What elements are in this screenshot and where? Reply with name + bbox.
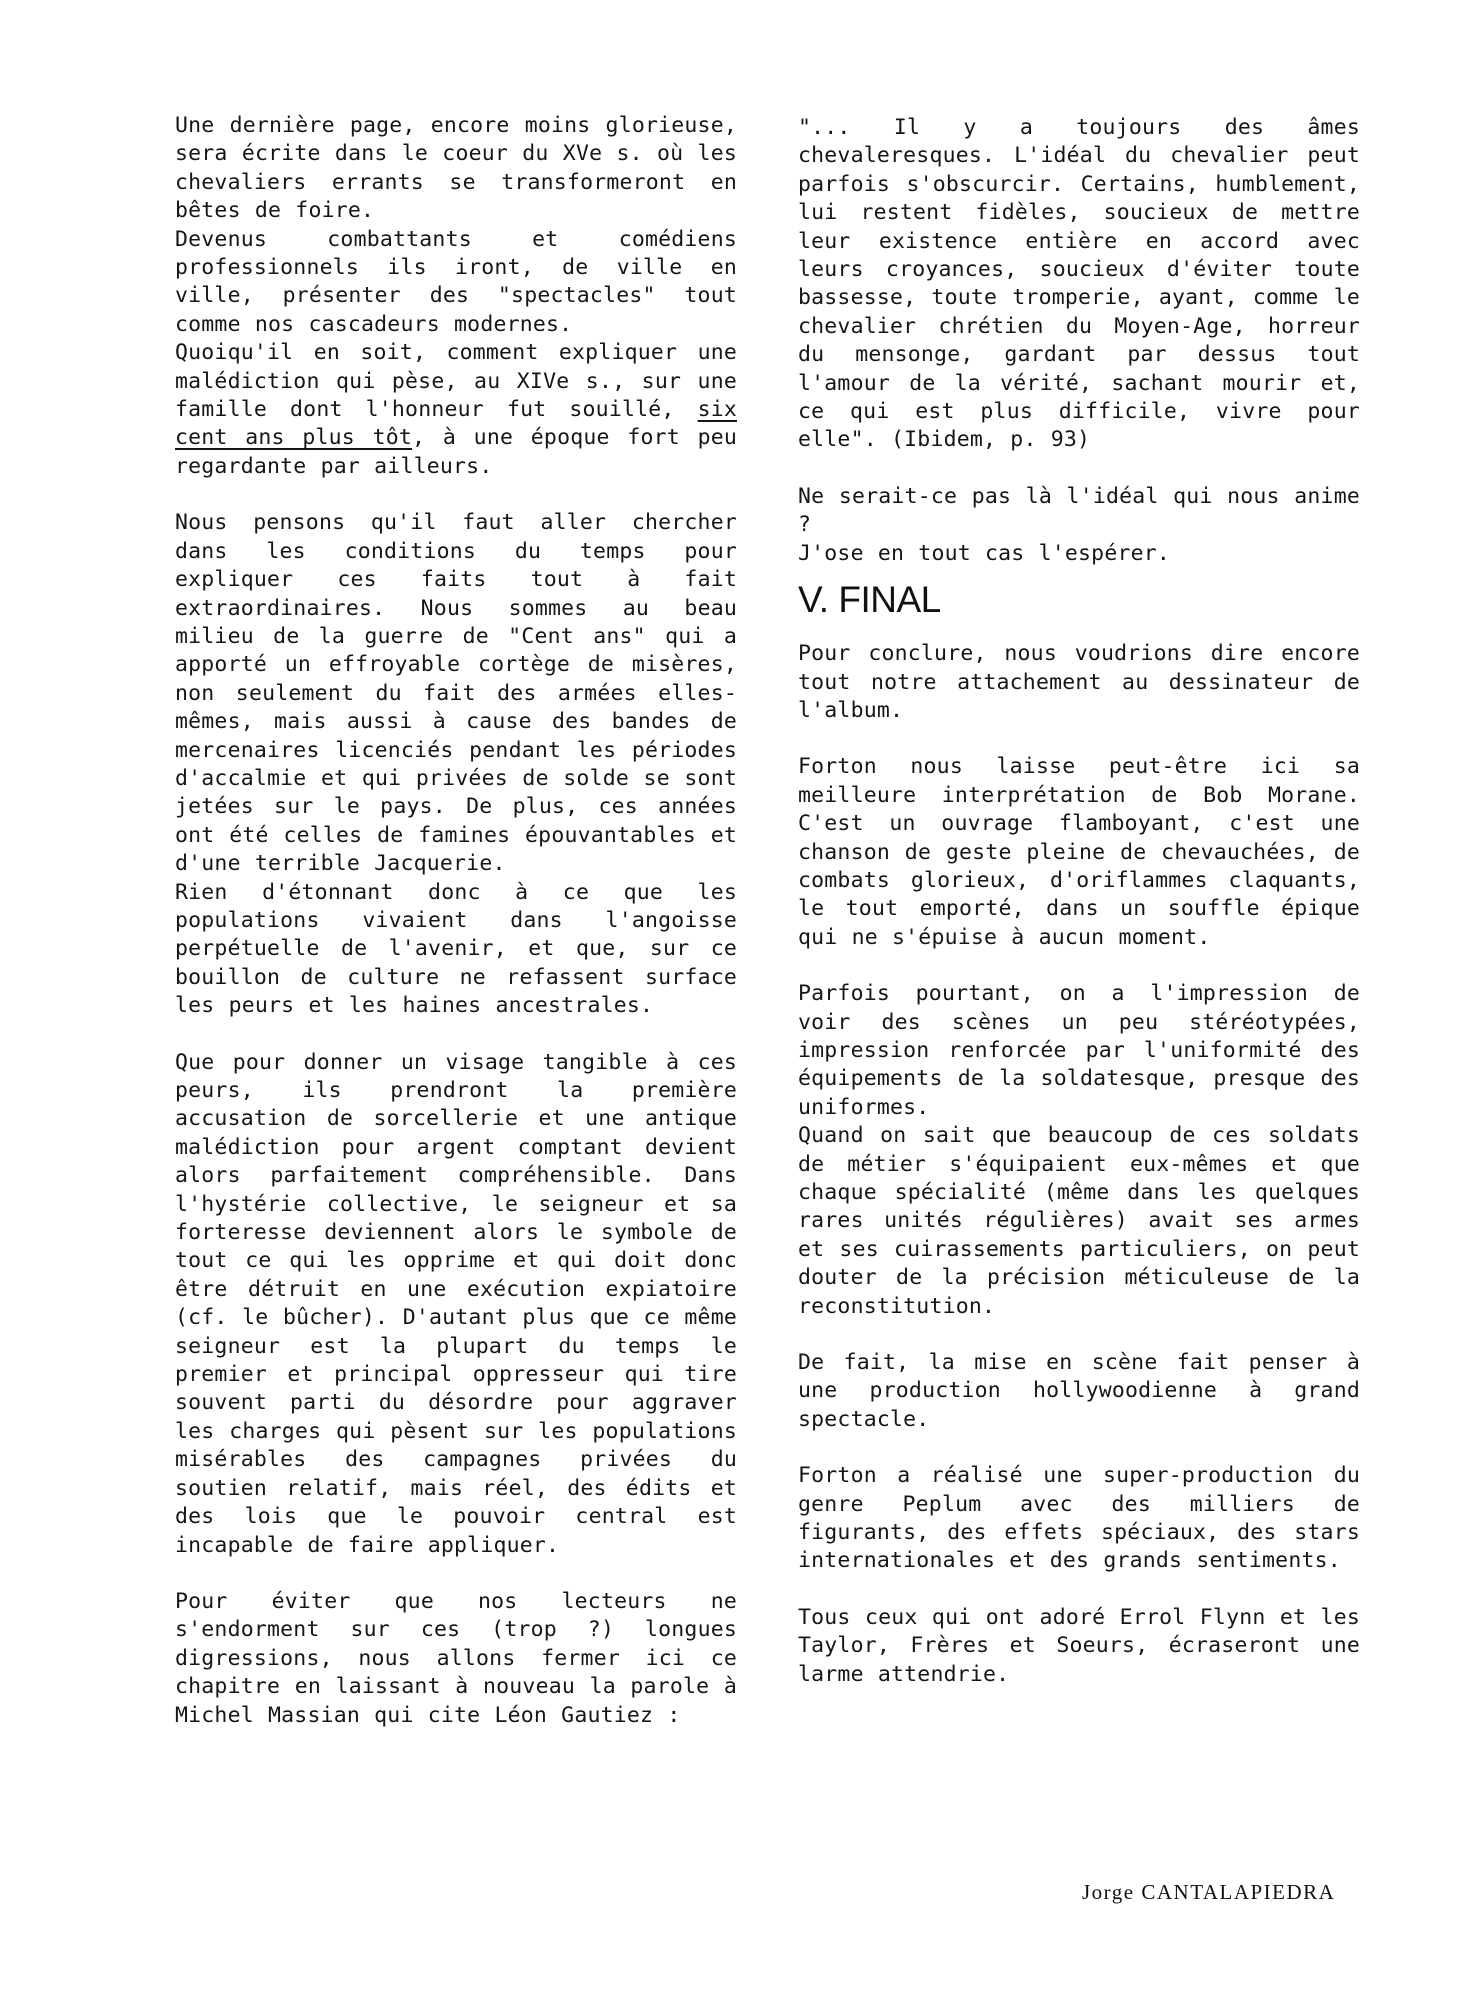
paragraph: Forton a réalisé une super-production du genre Peplum avec des milliers de figurants, des effets spéciaux, des stars internationales et des grands sentiments. (798, 1463, 1360, 1574)
paragraph: Forton nous laisse peut-être ici sa meilleure interprétation de Bob Morane. C'est un ouvrage flamboyant, c'est une chanson de geste pleine de chevauchées, de combats glorieux, d'oriflammes claquants, le tout emporté, dans un souffle épique qui ne s'épuise à aucun moment. (798, 754, 1360, 950)
author-signature: Jorge CANTALAPIEDRA (1082, 1880, 1336, 1904)
paragraph: De fait, la mise en scène fait penser à une production hollywoodienne à grand spectacle. (798, 1350, 1360, 1432)
left-column (175, 112, 737, 1730)
underlined-phrase: six cent ans plus tôt (175, 397, 737, 451)
paragraph: Pour éviter que nos lecteurs ne s'endorment sur ces (trop ?) longues digressions, nous allons fermer ici ce chapitre en laissant à nouveau la parole à Michel Massian qui cite Léon Gautiez : (175, 1588, 737, 1728)
paragraph (175, 339, 737, 481)
quotation: "... Il y a toujours des âmes chevaleresques. L'idéal du chevalier peut parfois s'obscurcir. Certains, humblement, lui restent fidèles, soucieux de mettre leur existence entière en accord avec leurs croyances, soucieux d'éviter toute bassesse, toute tromperie, ayant, comme le chevalier chrétien du Moyen-Age, horreur du mensonge, gardant par dessus tout l'amour de la vérité, sachant mourir et, ce qui est plus difficile, vivre pour elle". (Ibidem, p. 93) (798, 115, 1360, 453)
paragraph: Parfois pourtant, on a l'impression de voir des scènes un peu stéréotypées, impression renforcée par l'uniformité des équipements de la soldatesque, presque des uniformes. (798, 981, 1360, 1120)
paragraph: Pour conclure, nous voudrions dire encore tout notre attachement au dessinateur de l'album. (798, 641, 1360, 723)
paragraph: Quand on sait que beaucoup de ces soldats de métier s'équipaient eux-mêmes et que chaque spécialité (même dans les quelques rares unités régulières) avait ses armes et ses cuirassements particuliers, on peut douter de la précision méticuleuse de la reconstitution. (798, 1123, 1360, 1319)
paragraph: Ne serait-ce pas là l'idéal qui nous anime ? (798, 483, 1360, 538)
paragraph-text: , à une époque fort peu regardante par ailleurs. (175, 425, 737, 479)
paragraph-text: Quoiqu'il en soit, comment expliquer une malédiction qui pèse, au XIVe s., sur une famille dont l'honneur fut souillé, (175, 340, 737, 423)
paragraph: Devenus combattants et comédiens professionnels ils iront, de ville en ville, présenter des "spectacles" tout comme nos cascadeurs modernes. (175, 226, 737, 337)
paragraph: Une dernière page, encore moins glorieuse, sera écrite dans le coeur du XVe s. où les chevaliers errants se transformeront en bêtes de foire. (175, 113, 737, 224)
paragraph: J'ose en tout cas l'espérer. (798, 540, 1171, 566)
paragraph: Que pour donner un visage tangible à ces peurs, ils prendront la première accusation de sorcellerie et une antique malédiction pour argent comptant devient alors parfaitement compréhensible. Dans l'hystérie collective, le seigneur et sa forteresse deviennent alors le symbole de tout ce qui les opprime et qui doit donc être détruit en une exécution expiatoire (cf. le bûcher). D'autant plus que ce même seigneur est la plupart du temps le premier et principal oppresseur qui tire souvent parti du désordre pour aggraver les charges qui pèsent sur les populations misérables des campagnes privées du soutien relatif, mais réel, des édits et des lois que le pouvoir central est incapable de faire appliquer. (175, 1049, 737, 1558)
paragraph: Rien d'étonnant donc à ce que les populations vivaient dans l'angoisse perpétuelle de l'avenir, et que, sur ce bouillon de culture ne refassent surface les peurs et les haines ancestrales. (175, 879, 737, 1019)
paragraph: Tous ceux qui ont adoré Errol Flynn et les Taylor, Frères et Soeurs, écraseront une larme attendrie. (798, 1604, 1360, 1687)
section-heading: V. FINAL (798, 579, 941, 621)
paragraph: Nous pensons qu'il faut aller chercher dans les conditions du temps pour expliquer ces faits tout à fait extraordinaires. Nous sommes au beau milieu de la guerre de "Cent ans" qui a apporté un effroyable cortège de misères, non seulement du fait des armées elles-mêmes, mais aussi à cause des bandes de mercenaires licenciés pendant les périodes d'accalmie et qui privées de solde se sont jetées sur le pays. De plus, ces années ont été celles de famines épouvantables et d'une terrible Jacquerie. (175, 510, 737, 877)
right-column (798, 112, 1360, 1689)
